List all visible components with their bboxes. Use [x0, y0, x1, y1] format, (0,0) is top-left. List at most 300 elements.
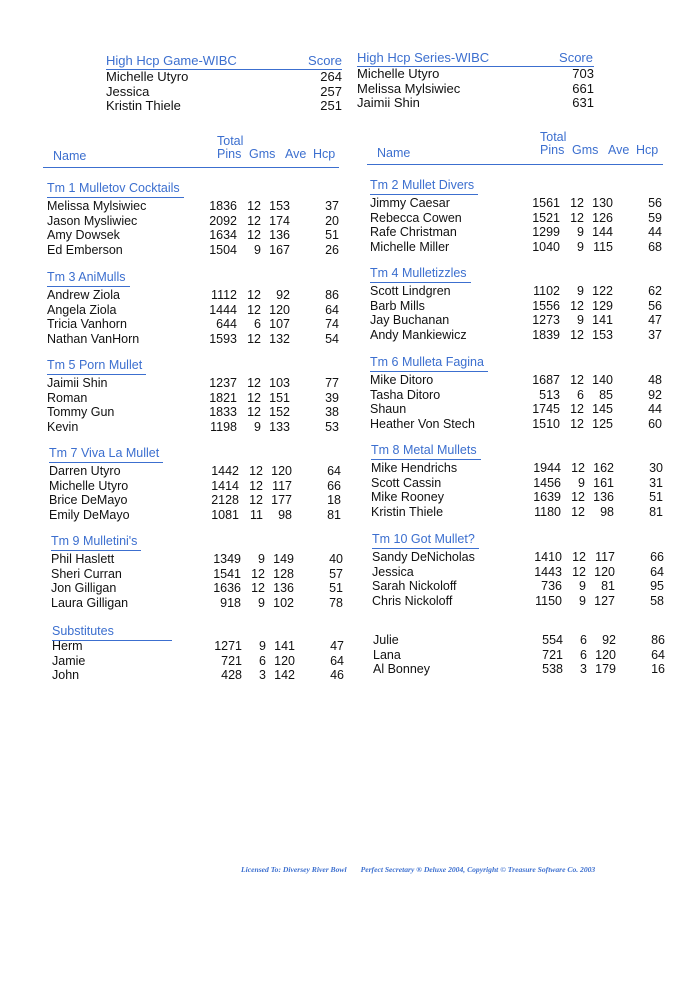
player-name: Andy Mankiewicz [370, 327, 467, 342]
player-pins: 1521 [532, 210, 560, 225]
player-handicap: 78 [329, 595, 343, 610]
player-handicap: 30 [649, 461, 663, 475]
player-handicap: 81 [649, 504, 663, 519]
player-games: 9 [258, 552, 265, 566]
player-name: Tommy Gun [47, 405, 115, 419]
team-name: Tm 8 Metal Mullets [371, 443, 481, 460]
player-games: 9 [579, 593, 586, 608]
player-average: 144 [592, 225, 613, 239]
player-name: Mike Hendrichs [371, 461, 458, 475]
player-handicap: 18 [327, 493, 341, 507]
player-pins: 1299 [532, 225, 560, 239]
player-name: Brice DeMayo [49, 493, 128, 507]
player-games: 9 [577, 225, 584, 239]
player-handicap: 47 [648, 313, 662, 327]
player-pins: 513 [539, 387, 560, 402]
player-row [372, 579, 666, 594]
header-total: Total [540, 130, 567, 144]
player-handicap: 56 [648, 298, 662, 313]
player-games: 6 [580, 633, 587, 647]
player-handicap: 26 [325, 242, 339, 257]
team-block [370, 266, 664, 342]
player-row [47, 243, 341, 258]
player-name: Sandy DeNicholas [372, 550, 475, 564]
player-name: Al Bonney [373, 662, 430, 676]
player-pins: 1836 [209, 199, 237, 213]
player-pins: 1510 [532, 416, 560, 431]
player-name: Scott Cassin [371, 475, 442, 490]
player-handicap: 86 [325, 288, 339, 302]
player-name: Herm [52, 639, 83, 653]
player-handicap: 74 [325, 317, 339, 331]
player-games: 12 [247, 390, 261, 405]
team-name: Tm 6 Mulleta Fagina [370, 355, 488, 372]
player-games: 9 [578, 475, 585, 490]
player-name: Michelle Miller [370, 239, 450, 254]
player-handicap: 54 [325, 331, 339, 346]
player-name: Jamie [52, 653, 86, 668]
player-name: Jason Mysliwiec [47, 213, 138, 228]
player-pins: 1040 [532, 239, 560, 254]
player-row [370, 211, 664, 226]
player-name: Jay Buchanan [370, 313, 450, 327]
player-average: 98 [278, 507, 292, 522]
player-games: 12 [247, 213, 261, 228]
player-handicap: 66 [650, 550, 664, 564]
player-games: 12 [570, 196, 584, 210]
player-handicap: 53 [325, 419, 339, 434]
player-games: 9 [258, 595, 265, 610]
player-handicap: 62 [648, 284, 662, 298]
player-name: Barb Mills [370, 298, 425, 313]
player-name: Phil Haslett [51, 552, 115, 566]
player-average: 142 [274, 668, 295, 682]
player-pins: 1442 [211, 464, 239, 478]
team-block [47, 270, 341, 346]
player-row [373, 633, 667, 648]
player-row [371, 461, 665, 476]
high-series-entry: Jaimii Shin 631 [357, 95, 594, 110]
player-name: Laura Gilligan [51, 595, 129, 610]
player-name: Andrew Ziola [47, 288, 120, 302]
player-name: Heather Von Stech [370, 416, 475, 431]
player-average: 161 [593, 475, 614, 490]
player-row [370, 388, 664, 403]
player-row [47, 214, 341, 229]
player-pins: 1821 [209, 390, 237, 405]
player-handicap: 95 [650, 579, 664, 593]
player-pins: 1639 [533, 490, 561, 504]
team-block [47, 358, 341, 434]
player-row [47, 303, 341, 318]
player-handicap: 60 [648, 416, 662, 431]
player-pins: 721 [542, 647, 563, 662]
player-handicap: 64 [325, 302, 339, 317]
player-row [47, 228, 341, 243]
high-series-box [357, 50, 594, 111]
player-handicap: 66 [327, 478, 341, 493]
player-name: Shaun [370, 402, 407, 416]
player-average: 120 [274, 653, 295, 668]
player-games: 12 [249, 464, 263, 478]
player-row [370, 196, 664, 211]
player-average: 140 [592, 373, 613, 387]
player-handicap: 59 [648, 210, 662, 225]
player-name: Julie [373, 633, 399, 647]
player-name: Chris Nickoloff [372, 593, 453, 608]
player-row [371, 476, 665, 491]
player-handicap: 44 [648, 225, 662, 239]
player-games: 12 [570, 210, 584, 225]
player-name: Lana [373, 647, 401, 662]
left-column-header [43, 133, 339, 168]
player-pins: 538 [542, 662, 563, 676]
player-games: 12 [571, 461, 585, 475]
player-row [47, 288, 341, 303]
team-name: Tm 3 AniMulls [47, 270, 130, 287]
player-pins: 1456 [533, 475, 561, 490]
player-average: 98 [600, 504, 614, 519]
header-gms: Gms [572, 143, 599, 157]
player-pins: 428 [221, 668, 242, 682]
player-average: 120 [595, 647, 616, 662]
player-pins: 1634 [209, 228, 237, 242]
player-games: 12 [571, 504, 585, 519]
player-name: Jimmy Caesar [370, 196, 450, 210]
player-handicap: 37 [325, 199, 339, 213]
player-name: Emily DeMayo [49, 507, 130, 522]
player-average: 127 [594, 593, 615, 608]
player-handicap: 64 [651, 647, 665, 662]
player-name: Tricia Vanhorn [47, 317, 127, 331]
player-games: 9 [577, 313, 584, 327]
team-name: Tm 1 Mulletov Cocktails [47, 181, 184, 198]
team-block [47, 181, 341, 257]
player-row [47, 376, 341, 391]
player-name: Kevin [47, 419, 79, 434]
player-handicap: 51 [325, 228, 339, 242]
player-games: 12 [247, 199, 261, 213]
player-average: 117 [595, 550, 615, 564]
player-average: 85 [599, 387, 613, 402]
player-row [47, 317, 341, 332]
player-pins: 1273 [532, 313, 560, 327]
player-row [373, 662, 667, 677]
player-games: 3 [259, 668, 266, 682]
player-handicap: 20 [325, 213, 339, 228]
player-average: 120 [271, 464, 292, 478]
player-pins: 1443 [534, 564, 562, 579]
player-handicap: 44 [648, 402, 662, 416]
player-handicap: 56 [648, 196, 662, 210]
player-handicap: 51 [329, 581, 343, 595]
player-name: Jon Gilligan [51, 581, 117, 595]
player-average: 136 [593, 490, 614, 504]
player-games: 12 [247, 288, 261, 302]
player-games: 6 [580, 647, 587, 662]
player-games: 9 [254, 242, 261, 257]
header-name: Name [377, 146, 411, 160]
player-pins: 1237 [209, 376, 237, 390]
player-games: 12 [247, 405, 261, 419]
player-row [371, 490, 665, 505]
player-average: 122 [592, 284, 613, 298]
player-handicap: 58 [650, 593, 664, 608]
player-average: 129 [592, 298, 613, 313]
player-average: 145 [592, 402, 613, 416]
player-pins: 1414 [211, 478, 239, 493]
player-row [370, 313, 664, 328]
player-games: 11 [250, 507, 263, 522]
player-games: 12 [247, 376, 261, 390]
player-games: 9 [577, 239, 584, 254]
player-pins: 1081 [211, 507, 239, 522]
player-average: 141 [592, 313, 613, 327]
player-games: 12 [570, 402, 584, 416]
player-average: 120 [269, 302, 290, 317]
player-average: 153 [592, 327, 613, 342]
player-name: Rafe Christman [370, 225, 457, 239]
player-row [51, 552, 345, 567]
player-average: 177 [271, 493, 292, 507]
player-pins: 1444 [209, 302, 237, 317]
player-games: 12 [247, 302, 261, 317]
team-name: Tm 4 Mulletizzles [370, 266, 471, 283]
player-name: Kristin Thiele [371, 504, 444, 519]
player-name: Scott Lindgren [370, 284, 451, 298]
player-name: Mike Rooney [371, 490, 444, 504]
player-pins: 1839 [532, 327, 560, 342]
player-name: Amy Dowsek [47, 228, 120, 242]
player-handicap: 64 [327, 464, 341, 478]
player-average: 92 [276, 288, 290, 302]
player-handicap: 40 [329, 552, 343, 566]
player-average: 117 [272, 478, 292, 493]
player-average: 102 [273, 595, 294, 610]
player-handicap: 31 [649, 475, 663, 490]
player-average: 107 [269, 317, 290, 331]
player-pins: 2128 [211, 493, 239, 507]
player-pins: 1561 [532, 196, 560, 210]
player-pins: 1593 [209, 331, 237, 346]
player-row [370, 225, 664, 240]
header-pins: Pins [540, 143, 565, 157]
player-pins: 1745 [532, 402, 560, 416]
player-pins: 1180 [534, 504, 561, 519]
player-pins: 721 [221, 653, 242, 668]
player-handicap: 57 [329, 566, 343, 581]
header-pins: Pins [217, 147, 242, 161]
player-average: 133 [269, 419, 290, 434]
player-pins: 1150 [535, 593, 562, 608]
player-games: 12 [251, 566, 265, 581]
player-name: Tasha Ditoro [370, 387, 441, 402]
header-ave: Ave [285, 147, 307, 161]
player-row [51, 596, 345, 611]
player-handicap: 77 [325, 376, 339, 390]
player-average: 132 [269, 331, 290, 346]
player-games: 12 [570, 298, 584, 313]
substitutes-left [52, 639, 346, 683]
player-row [371, 505, 665, 520]
player-pins: 918 [220, 595, 241, 610]
high-game-score-label: Score [308, 53, 342, 68]
player-pins: 1102 [533, 284, 560, 298]
player-average: 149 [273, 552, 294, 566]
player-handicap: 39 [325, 390, 339, 405]
player-name: Rebecca Cowen [370, 210, 462, 225]
player-handicap: 64 [650, 564, 664, 579]
player-name: Jessica [372, 564, 414, 579]
team-block [371, 443, 665, 519]
player-name: Jaimii Shin [47, 376, 108, 390]
high-game-entry: Jessica 257 [106, 83, 342, 99]
player-average: 120 [594, 564, 615, 579]
player-average: 179 [595, 662, 616, 676]
player-pins: 1687 [532, 373, 560, 387]
high-game-box [106, 53, 342, 114]
player-row [49, 493, 343, 508]
team-name: Tm 5 Porn Mullet [47, 358, 146, 375]
player-name: Nathan VanHorn [47, 331, 140, 346]
player-row [372, 565, 666, 580]
player-pins: 736 [541, 579, 562, 593]
high-series-score-label: Score [559, 50, 593, 65]
player-games: 9 [254, 419, 261, 434]
team-block [370, 355, 664, 431]
high-game-entry: Kristin Thiele 251 [106, 98, 342, 113]
substitutes-right [373, 633, 667, 677]
team-block [372, 532, 666, 608]
player-average: 81 [601, 579, 615, 593]
player-games: 12 [251, 581, 265, 595]
team-name: Tm 2 Mullet Divers [370, 178, 478, 195]
player-row [372, 550, 666, 565]
player-name: Darren Utyro [49, 464, 121, 478]
player-row [372, 594, 666, 609]
player-row [47, 199, 341, 214]
player-handicap: 86 [651, 633, 665, 647]
player-games: 9 [259, 639, 266, 653]
player-row [370, 240, 664, 255]
player-handicap: 38 [325, 405, 339, 419]
player-pins: 554 [542, 633, 563, 647]
header-ave: Ave [608, 143, 630, 157]
player-pins: 1636 [213, 581, 241, 595]
team-name: Tm 9 Mulletini's [51, 534, 141, 551]
player-pins: 1271 [214, 639, 242, 653]
team-block [370, 178, 664, 254]
player-pins: 644 [216, 317, 237, 331]
player-average: 125 [592, 416, 613, 431]
player-average: 167 [269, 242, 290, 257]
substitutes-title: Substitutes [52, 624, 172, 641]
player-row [370, 328, 664, 343]
player-row [370, 417, 664, 432]
player-name: Ed Emberson [47, 242, 123, 257]
player-name: Melissa Mylsiwiec [47, 199, 147, 213]
player-pins: 1833 [209, 405, 237, 419]
player-name: Mike Ditoro [370, 373, 434, 387]
team-name: Tm 7 Viva La Mullet [49, 446, 163, 463]
player-pins: 1410 [534, 550, 562, 564]
header-total: Total [217, 134, 244, 148]
player-games: 6 [259, 653, 266, 668]
player-row [370, 284, 664, 299]
team-block [51, 534, 345, 610]
player-average: 128 [273, 566, 294, 581]
high-series-title: High Hcp Series-WIBC [357, 50, 490, 65]
player-games: 12 [247, 331, 261, 346]
license-text: Licensed To: Diversey River Bowl [241, 865, 347, 874]
player-games: 12 [572, 550, 586, 564]
player-average: 115 [593, 239, 613, 254]
header-gms: Gms [249, 147, 276, 161]
player-average: 152 [269, 405, 290, 419]
player-average: 126 [592, 210, 613, 225]
header-hcp: Hcp [313, 147, 336, 161]
player-games: 6 [254, 317, 261, 331]
player-average: 92 [602, 633, 616, 647]
header-hcp: Hcp [636, 143, 659, 157]
player-row [47, 391, 341, 406]
player-row [47, 405, 341, 420]
player-average: 130 [592, 196, 613, 210]
high-game-title: High Hcp Game-WIBC [106, 53, 237, 68]
team-block [49, 446, 343, 522]
player-name: Angela Ziola [47, 302, 117, 317]
player-handicap: 47 [330, 639, 344, 653]
player-handicap: 81 [327, 507, 341, 522]
player-games: 9 [579, 579, 586, 593]
player-games: 12 [572, 564, 586, 579]
player-pins: 1541 [213, 566, 241, 581]
player-handicap: 16 [651, 662, 665, 676]
player-row [370, 299, 664, 314]
player-row [49, 508, 343, 523]
right-column-header [367, 130, 663, 165]
player-average: 103 [269, 376, 290, 390]
player-pins: 1198 [210, 419, 237, 434]
player-average: 136 [269, 228, 290, 242]
player-average: 136 [273, 581, 294, 595]
player-name: Sarah Nickoloff [372, 579, 457, 593]
player-games: 12 [249, 493, 263, 507]
player-row [370, 402, 664, 417]
high-series-entry: Melissa Mylsiwiec 661 [357, 80, 594, 96]
player-games: 9 [577, 284, 584, 298]
copyright-text: Perfect Secretary ® Deluxe 2004, Copyright © Treasure Software Co. 2003 [360, 865, 596, 874]
player-row [51, 567, 345, 582]
player-average: 141 [274, 639, 295, 653]
player-games: 12 [570, 416, 584, 431]
player-games: 12 [570, 327, 584, 342]
player-row [47, 420, 341, 435]
player-average: 151 [269, 390, 290, 405]
player-pins: 1944 [533, 461, 561, 475]
player-name: Roman [47, 390, 88, 405]
player-row [370, 373, 664, 388]
player-average: 174 [269, 213, 290, 228]
player-row [49, 464, 343, 479]
player-row [52, 639, 346, 654]
high-game-entry: Michelle Utyro 264 [106, 69, 342, 84]
player-games: 12 [571, 490, 585, 504]
header-name: Name [53, 149, 87, 163]
player-row [51, 581, 345, 596]
player-games: 12 [570, 373, 584, 387]
player-handicap: 48 [648, 373, 662, 387]
